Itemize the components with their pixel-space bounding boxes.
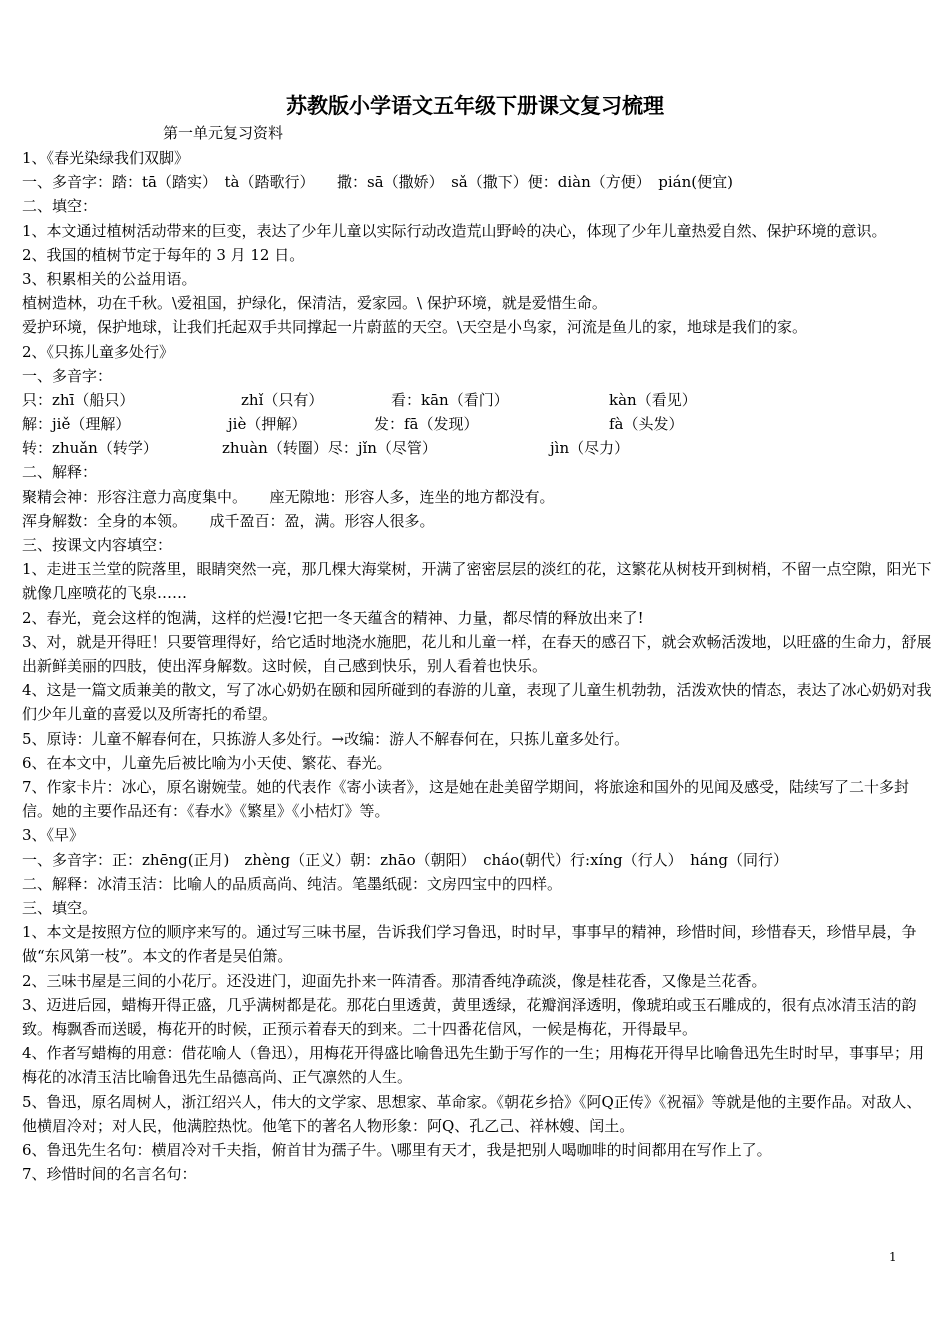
paragraph: 二、解释：冰清玉洁：比喻人的品质高尚、纯洁。笔墨纸砚：文房四宝中的四样。	[22, 874, 563, 893]
polyphone-item: jìn（尽力）	[550, 439, 630, 458]
polyphone-row	[22, 436, 934, 460]
polyphone-line: 一、多音字：踏：tā（踏实） tà（踏歌行） 撒：sā（撒娇） sǎ（撒下）便：diàn（方便） pián(便宜)	[22, 173, 733, 192]
lesson-heading: 2、《只拣儿童多处行》	[22, 342, 175, 361]
unit-subtitle: 第一单元复习资料	[163, 124, 284, 142]
paragraph: 3、迈进后园，蜡梅开得正盛，几乎满树都是花。那花白里透黄，黄里透绿，花瓣润泽透明，像琥珀或玉石雕成的，很有点冰清玉洁的韵致。梅飘香而送暖，梅花开的时候，正预示着春天的到来。二十四番花信风，一候是梅花，开得最早。	[22, 995, 917, 1038]
polyphone-line: 一、多音字：正：zhēng(正月) zhèng（正义）朝：zhāo（朝阳） cháo(朝代）行:xíng（行人） háng（同行）	[22, 850, 788, 869]
polyphone-item: zhǐ（只有）	[241, 390, 324, 409]
polyphone-item: 发：fā（发现）	[374, 415, 479, 434]
polyphone-item: 转：zhuǎn（转学）	[22, 439, 158, 458]
paragraph: 6、鲁迅先生名句：横眉冷对千夫指，俯首甘为孺子牛。\哪里有天才，我是把别人喝咖啡的时间都用在写作上了。	[22, 1140, 772, 1159]
paragraph: 2、春光，竟会这样的饱满，这样的烂漫!它把一冬天蕴含的精神、力量，都尽情的释放出来了!	[22, 608, 644, 627]
polyphone-item: 解：jiě（理解）	[22, 415, 131, 434]
paragraph: 2、三味书屋是三间的小花厅。还没进门，迎面先扑来一阵清香。那清香纯净疏淡，像是桂花香，又像是兰花香。	[22, 971, 767, 990]
polyphone-item: zhuàn（转圈）尽：jǐn（尽管）	[222, 439, 437, 458]
section-heading: 二、解释：	[22, 463, 98, 482]
paragraph: 3、对，就是开得旺！只要管理得好，给它适时地浇水施肥，花儿和儿童一样，在春天的感召下，就会欢畅活泼地，以旺盛的生命力，舒展出新鲜美丽的四肢，使出浑身解数。这时候，自己感到快乐，别人看着也快乐。	[22, 632, 932, 675]
section-heading: 二、填空：	[22, 197, 98, 216]
document-title: 苏教版小学语文五年级下册课文复习梳理	[286, 93, 664, 118]
paragraph: 1、本文是按照方位的顺序来写的。通过写三味书屋，告诉我们学习鲁迅，时时早，事事早的精神，珍惜时间，珍惜春天，珍惜早晨，争做“东风第一枝”。本文的作者是吴伯箫。	[22, 923, 917, 966]
paragraph: 1、走进玉兰堂的院落里，眼睛突然一亮，那几棵大海棠树，开满了密密层层的淡红的花，这繁花从树枝开到树梢，不留一点空隙，阳光下就像几座喷花的飞泉……	[22, 560, 932, 603]
paragraph: 爱护环境，保护地球，让我们托起双手共同撑起一片蔚蓝的天空。\天空是小鸟家，河流是鱼儿的家，地球是我们的家。	[22, 318, 808, 337]
paragraph: 5、原诗：儿童不解春何在，只拣游人多处行。→改编：游人不解春何在，只拣儿童多处行。	[22, 729, 630, 748]
paragraph: 6、在本文中，儿童先后被比喻为小天使、繁花、春光。	[22, 753, 392, 772]
polyphone-item: jiè（押解）	[228, 415, 307, 434]
polyphone-row	[22, 388, 934, 412]
paragraph: 2、我国的植树节定于每年的 3 月 12 日。	[22, 245, 305, 264]
paragraph: 1、本文通过植树活动带来的巨变，表达了少年儿童以实际行动改造荒山野岭的决心，体现了少年儿童热爱自然、保护环境的意识。	[22, 221, 887, 240]
polyphone-item: 只：zhī（船只）	[22, 390, 135, 409]
paragraph: 浑身解数：全身的本领。 成千盈百：盈，满。形容人很多。	[22, 511, 435, 530]
paragraph: 7、作家卡片：冰心，原名谢婉莹。她的代表作《寄小读者》，这是她在赴美留学期间，将旅途和国外的见闻及感受，陆续写了二十多封信。她的主要作品还有：《春水》《繁星》《小桔灯》等。	[22, 777, 910, 821]
polyphone-item: fà（头发）	[609, 415, 684, 434]
paragraph: 植树造林，功在千秋。\爱祖国，护绿化，保清洁，爱家园。\ 保护环境，就是爱惜生命。	[22, 294, 607, 313]
lesson-heading: 3、《早》	[22, 826, 85, 845]
polyphone-item: 看：kān（看门）	[391, 390, 509, 409]
paragraph: 聚精会神：形容注意力高度集中。 座无隙地：形容人多，连坐的地方都没有。	[22, 487, 555, 506]
document-body	[22, 146, 934, 1186]
section-heading: 一、多音字：	[22, 366, 113, 385]
paragraph: 5、鲁迅，原名周树人，浙江绍兴人，伟大的文学家、思想家、革命家。《朝花乡拾》《阿Q正传》《祝福》等就是他的主要作品。对敌人、他横眉冷对；对人民，他满腔热忱。他笔下的著名人物形象：阿Q、孔乙己、祥林嫂、闰土。	[22, 1092, 922, 1135]
section-heading: 三、按课文内容填空：	[22, 536, 173, 555]
polyphone-row	[22, 412, 934, 436]
section-heading: 三、填空。	[22, 898, 98, 917]
page-number: 1	[889, 1250, 897, 1264]
polyphone-item: kàn（看见）	[609, 390, 697, 409]
paragraph: 7、珍惜时间的名言名句：	[22, 1165, 197, 1184]
paragraph: 3、积累相关的公益用语。	[22, 269, 197, 288]
lesson-heading: 1、《春光染绿我们双脚》	[22, 149, 190, 167]
paragraph: 4、作者写蜡梅的用意：借花喻人（鲁迅），用梅花开得盛比喻鲁迅先生勤于写作的一生；用梅花开得早比喻鲁迅先生时时早，事事早；用梅花的冰清玉洁比喻鲁迅先生品德高尚、正气凛然的人生。	[22, 1044, 925, 1087]
paragraph: 4、这是一篇文质兼美的散文，写了冰心奶奶在颐和园所碰到的春游的儿童，表现了儿童生机勃勃，活泼欢快的情态，表达了冰心奶奶对我们少年儿童的喜爱以及所寄托的希望。	[22, 681, 932, 724]
